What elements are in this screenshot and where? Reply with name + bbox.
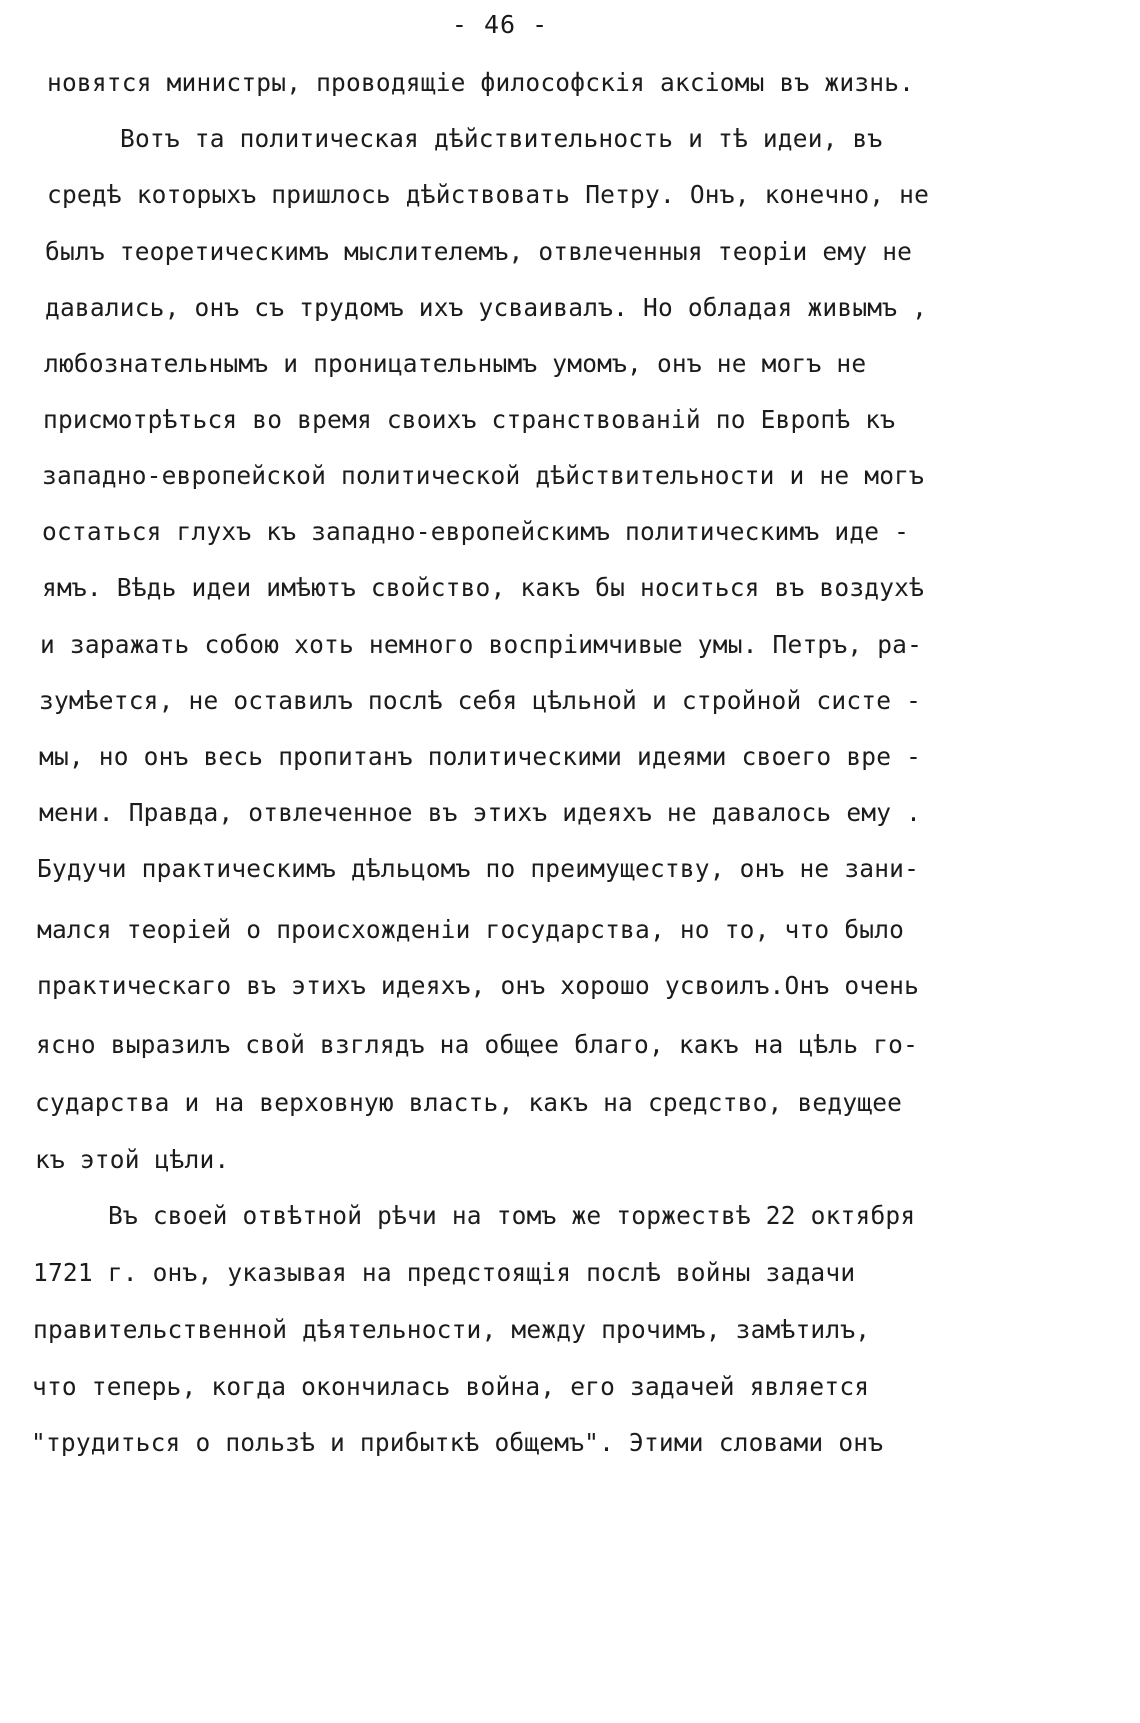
text-line: западно-европейской политической дѣйствительности и не могъ [42, 461, 925, 490]
text-line: къ этой цѣли. [35, 1145, 230, 1174]
page-number: - 46 - [451, 10, 549, 39]
text-line: сударства и на верховную власть, какъ на средство, ведущее [35, 1088, 903, 1117]
text-line: мался теоріей о происхожденіи государства, но то, что было [37, 915, 905, 944]
text-line: "трудиться о пользѣ и прибыткѣ общемъ". Этими словами онъ [31, 1428, 884, 1457]
text-line: остаться глухъ къ западно-европейскимъ политическимъ иде - [42, 517, 910, 546]
text-line: Будучи практическимъ дѣльцомъ по преимуществу, онъ не зани- [37, 854, 920, 883]
text-line: ясно выразилъ свой взглядъ на общее благо, какъ на цѣль го- [36, 1030, 919, 1059]
text-line: мени. Правда, отвлеченное въ этихъ идеяхъ не давалось ему . [39, 798, 922, 827]
text-line: зумѣется, не оставилъ послѣ себя цѣльной и стройной систе - [39, 686, 922, 715]
text-line: любознательнымъ и проницательнымъ умомъ, онъ не могъ не [44, 349, 867, 378]
text-line: Вотъ та политическая дѣйствительность и тѣ идеи, въ [120, 124, 883, 153]
text-line: правительственной дѣятельности, между прочимъ, замѣтилъ, [33, 1315, 871, 1344]
text-line: и заражать собою хоть немного воспріимчивые умы. Петръ, ра- [40, 630, 923, 659]
text-line: былъ теоретическимъ мыслителемъ, отвлеченныя теоріи ему не [45, 237, 913, 266]
text-line: что теперь, когда окончилась война, его задачей является [32, 1372, 870, 1401]
text-line: средѣ которыхъ пришлось дѣйствовать Петру. Онъ, конечно, не [47, 180, 930, 209]
text-line: ямъ. Вѣдь идеи имѣютъ свойство, какъ бы носиться въ воздухѣ [42, 573, 925, 602]
text-line: Въ своей отвѣтной рѣчи на томъ же торжествѣ 22 октября [108, 1201, 916, 1230]
text-line: новятся министры, проводящіе философскія аксіомы въ жизнь. [47, 68, 915, 97]
text-line: 1721 г. онъ, указывая на предстоящія послѣ войны задачи [33, 1258, 856, 1287]
text-line: давались, онъ съ трудомъ ихъ усваивалъ. Но обладая живымъ , [45, 293, 928, 322]
text-line: присмотрѣться во время своихъ странствованій по Европѣ къ [43, 405, 896, 434]
text-line: мы, но онъ весь пропитанъ политическими идеями своего вре - [39, 742, 922, 771]
text-line: практическаго въ этихъ идеяхъ, онъ хорошо усвоилъ.Онъ очень [37, 971, 920, 1000]
